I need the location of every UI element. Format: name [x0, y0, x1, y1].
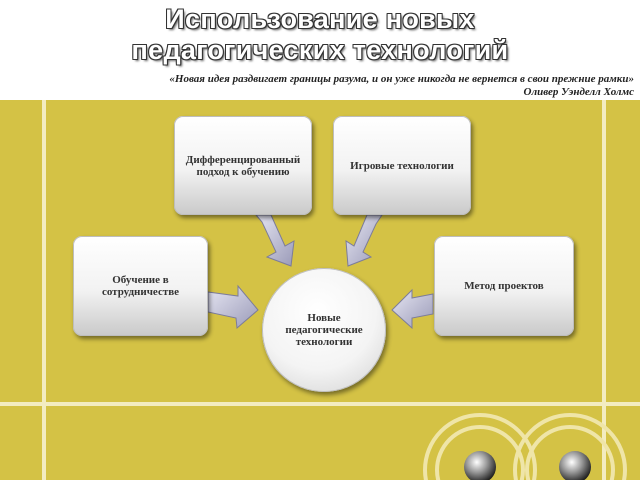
center-node [262, 268, 386, 392]
arrow-projects-to-center [392, 290, 433, 328]
node-cooperative-learning [73, 236, 208, 336]
node-label: Дифференцированный подход к обучению [185, 153, 301, 178]
center-label: Новые педагогические технологии [285, 312, 363, 348]
node-project-method [434, 236, 574, 336]
arrow-differentiated-to-center [256, 215, 294, 266]
slide-title: Использование новых педагогических технологий [131, 4, 509, 65]
quote-author: Оливер Уэнделл Холмс [523, 86, 634, 98]
arrow-cooperation-to-center [208, 286, 258, 328]
decor-dot-left [464, 451, 496, 480]
node-game-technologies [333, 116, 471, 215]
node-differentiated-approach [174, 116, 312, 215]
decor-rings [410, 395, 640, 480]
decor-dot-right [559, 451, 591, 480]
node-label: Метод проектов [464, 280, 544, 292]
quote-text: «Новая идея раздвигает границы разума, и он уже никогда не вернется в свои прежние рамки» [169, 73, 634, 85]
node-label: Обучение в сотрудничестве [101, 274, 180, 298]
node-label: Игровые технологии [350, 159, 454, 172]
arrow-games-to-center [346, 215, 382, 266]
